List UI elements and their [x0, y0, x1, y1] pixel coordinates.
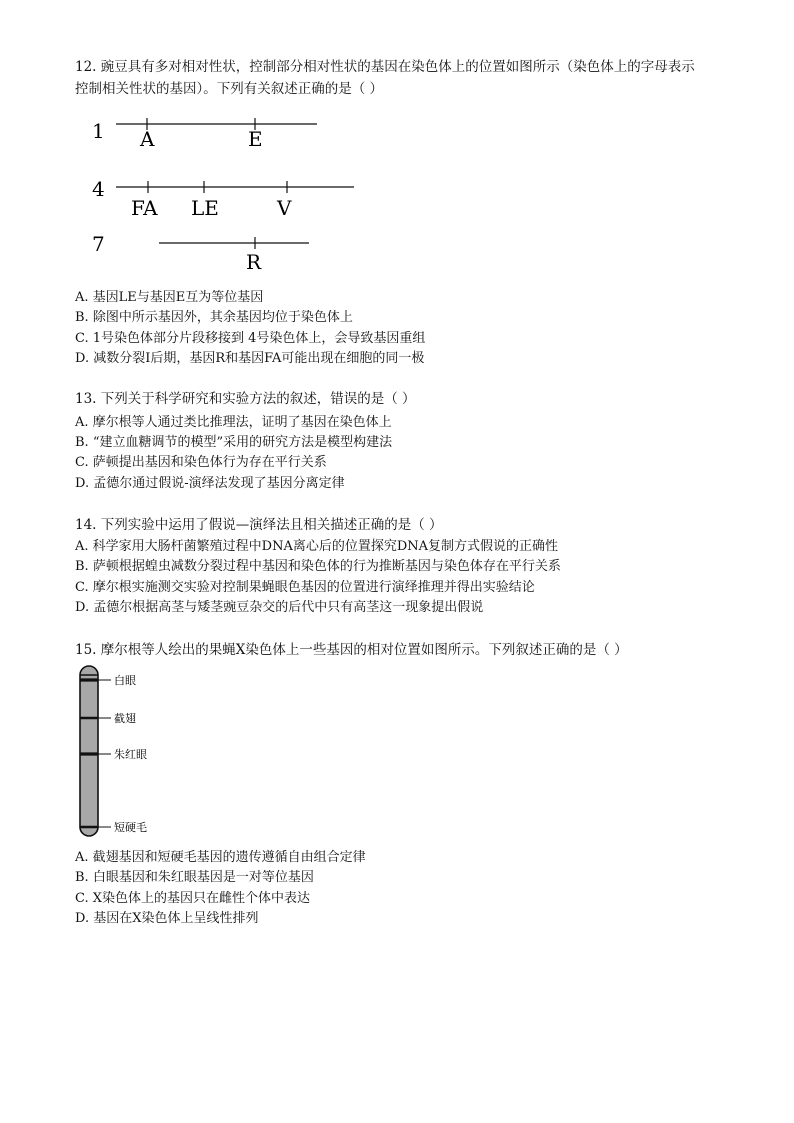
chromosome-number-4: 4 — [92, 177, 105, 201]
x-chromosome-body — [80, 666, 98, 836]
x-chromosome-diagram — [78, 664, 198, 840]
q12-stem — [75, 56, 725, 100]
q13-option-a: A. 摩尔根等人通过类比推理法，证明了基因在染色体上 — [75, 415, 392, 430]
q12-option-d: D. 减数分裂Ⅰ后期，基因R和基因FA可能出现在细胞的同一极 — [75, 351, 425, 366]
gene-label-white-eye: 白眼 — [114, 674, 136, 687]
gene-label-FA: FA — [131, 196, 158, 220]
gene-label-vermilion-eye: 朱红眼 — [114, 748, 147, 761]
q13-option-b: B. “建立血糖调节的模型”采用的研究方法是模型构建法 — [75, 435, 393, 450]
chromosome-number-1: 1 — [92, 119, 105, 143]
q13-option-c: C. 萨顿提出基因和染色体行为存在平行关系 — [75, 455, 327, 470]
q14-option-c: C. 摩尔根实施测交实验对控制果蝇眼色基因的位置进行演绎推理并得出实验结论 — [75, 580, 535, 595]
gene-label-truncated-wing: 截翅 — [114, 712, 136, 725]
gene-label-R: R — [246, 250, 262, 274]
q12-option-c: C. 1号染色体部分片段移接到 4号染色体上，会导致基因重组 — [75, 331, 426, 346]
chromosome-gene-diagram — [80, 112, 370, 277]
q12-stem-line1: 12. 豌豆具有多对相对性状，控制部分相对性状的基因在染色体上的位置如图所示（染色体上的字母表示 — [75, 59, 695, 75]
q15-option-b: B. 白眼基因和朱红眼基因是一对等位基因 — [75, 870, 314, 885]
q15-option-a: A. 截翅基因和短硬毛基因的遗传遵循自由组合定律 — [75, 850, 366, 865]
gene-label-A: A — [140, 127, 155, 151]
gene-label-short-bristle: 短硬毛 — [114, 821, 147, 834]
gene-label-LE: LE — [191, 196, 219, 220]
q12-option-b: B. 除图中所示基因外，其余基因均位于染色体上 — [75, 310, 353, 325]
q13-option-d: D. 孟德尔通过假说-演绎法发现了基因分离定律 — [75, 476, 345, 491]
gene-label-V: V — [277, 196, 292, 220]
q14-option-d: D. 孟德尔根据高茎与矮茎豌豆杂交的后代中只有高茎这一现象提出假说 — [75, 600, 484, 615]
gene-label-E: E — [248, 127, 263, 151]
chromosome-number-7: 7 — [92, 232, 105, 256]
q14-option-b: B. 萨顿根据蝗虫减数分裂过程中基因和染色体的行为推断基因与染色体存在平行关系 — [75, 559, 561, 574]
q15-stem: 15. 摩尔根等人绘出的果蝇X染色体上一些基因的相对位置如图所示。下列叙述正确的是（ ） — [75, 642, 628, 658]
q15-option-d: D. 基因在X染色体上呈线性排列 — [75, 911, 259, 926]
q14-stem: 14. 下列实验中运用了假说—演绎法且相关描述正确的是（ ） — [75, 517, 443, 533]
q12-option-a: A. 基因LE与基因E互为等位基因 — [75, 290, 264, 305]
q15-option-c: C. X染色体上的基因只在雌性个体中表达 — [75, 891, 311, 906]
q14-option-a: A. 科学家用大肠杆菌繁殖过程中DNA离心后的位置探究DNA复制方式假说的正确性 — [75, 539, 559, 554]
q12-stem-line2: 控制相关性状的基因）。下列有关叙述正确的是（ ） — [75, 81, 384, 97]
q13-stem: 13. 下列关于科学研究和实验方法的叙述，错误的是（ ） — [75, 391, 416, 407]
